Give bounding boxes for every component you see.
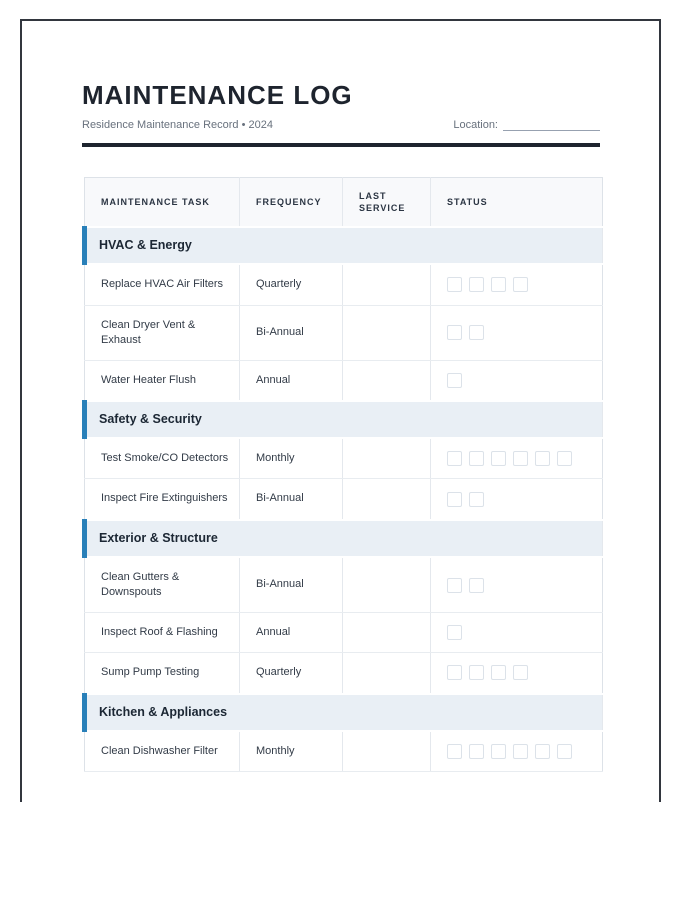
task-row bbox=[85, 653, 603, 694]
table-header bbox=[85, 177, 603, 227]
location-label: Location: bbox=[453, 118, 498, 131]
col-header-maintenance-task: MAINTENANCE TASK bbox=[85, 177, 240, 227]
frequency-cell: Quarterly bbox=[240, 264, 343, 305]
last-service-cell[interactable] bbox=[343, 653, 431, 694]
status-checkboxes bbox=[447, 451, 592, 466]
frequency-cell: Monthly bbox=[240, 731, 343, 772]
frequency-cell: Quarterly bbox=[240, 653, 343, 694]
frequency-cell: Bi-Annual bbox=[240, 557, 343, 613]
checkbox[interactable] bbox=[491, 744, 506, 759]
status-cell bbox=[431, 557, 603, 613]
maintenance-table bbox=[82, 177, 603, 772]
status-checkboxes bbox=[447, 744, 592, 759]
checkbox[interactable] bbox=[447, 373, 462, 388]
task-row bbox=[85, 479, 603, 520]
checkbox[interactable] bbox=[513, 744, 528, 759]
status-checkboxes bbox=[447, 325, 592, 340]
task-cell: Inspect Fire Extinguishers bbox=[85, 479, 240, 520]
location-field bbox=[453, 119, 600, 131]
checkbox[interactable] bbox=[447, 744, 462, 759]
frequency-cell: Monthly bbox=[240, 438, 343, 479]
section-header-row bbox=[85, 401, 603, 438]
checkbox[interactable] bbox=[513, 665, 528, 680]
section-name: Kitchen & Appliances bbox=[99, 704, 228, 719]
frequency-cell: Annual bbox=[240, 360, 343, 401]
checkbox[interactable] bbox=[491, 277, 506, 292]
checkbox[interactable] bbox=[469, 325, 484, 340]
frequency-cell: Bi-Annual bbox=[240, 305, 343, 360]
header-divider-rule bbox=[82, 143, 600, 147]
status-checkboxes bbox=[447, 373, 592, 388]
col-header-status: STATUS bbox=[431, 177, 603, 227]
section-header-row bbox=[85, 694, 603, 731]
task-cell: Test Smoke/CO Detectors bbox=[85, 438, 240, 479]
section-name: Safety & Security bbox=[99, 412, 202, 427]
frequency-cell: Bi-Annual bbox=[240, 479, 343, 520]
checkbox[interactable] bbox=[469, 578, 484, 593]
last-service-cell[interactable] bbox=[343, 438, 431, 479]
task-cell: Clean Dryer Vent & Exhaust bbox=[85, 305, 240, 360]
page-title: MAINTENANCE LOG bbox=[82, 80, 353, 110]
last-service-cell[interactable] bbox=[343, 264, 431, 305]
task-row bbox=[85, 264, 603, 305]
status-checkboxes bbox=[447, 277, 592, 292]
status-checkboxes bbox=[447, 625, 592, 640]
checkbox[interactable] bbox=[447, 277, 462, 292]
task-row bbox=[85, 731, 603, 772]
checkbox[interactable] bbox=[447, 492, 462, 507]
task-row bbox=[85, 438, 603, 479]
task-cell: Clean Gutters & Downspouts bbox=[85, 557, 240, 613]
location-blank-line[interactable] bbox=[503, 119, 600, 131]
checkbox[interactable] bbox=[447, 665, 462, 680]
checkbox[interactable] bbox=[447, 325, 462, 340]
frequency-cell: Annual bbox=[240, 613, 343, 653]
checkbox[interactable] bbox=[491, 665, 506, 680]
last-service-cell[interactable] bbox=[343, 731, 431, 772]
checkbox[interactable] bbox=[513, 451, 528, 466]
last-service-cell[interactable] bbox=[343, 613, 431, 653]
last-service-cell[interactable] bbox=[343, 360, 431, 401]
last-service-cell[interactable] bbox=[343, 557, 431, 613]
checkbox[interactable] bbox=[469, 744, 484, 759]
task-row bbox=[85, 557, 603, 613]
checkbox[interactable] bbox=[557, 451, 572, 466]
status-checkboxes bbox=[447, 665, 592, 680]
checkbox[interactable] bbox=[447, 451, 462, 466]
col-header-last-service: LAST SERVICE bbox=[343, 177, 431, 227]
task-cell: Sump Pump Testing bbox=[85, 653, 240, 694]
checkbox[interactable] bbox=[469, 277, 484, 292]
status-cell bbox=[431, 264, 603, 305]
status-cell bbox=[431, 653, 603, 694]
task-cell: Clean Dishwasher Filter bbox=[85, 731, 240, 772]
status-cell bbox=[431, 305, 603, 360]
checkbox[interactable] bbox=[469, 665, 484, 680]
last-service-cell[interactable] bbox=[343, 479, 431, 520]
checkbox[interactable] bbox=[469, 451, 484, 466]
checkbox[interactable] bbox=[557, 744, 572, 759]
status-cell bbox=[431, 613, 603, 653]
task-cell: Replace HVAC Air Filters bbox=[85, 264, 240, 305]
checkbox[interactable] bbox=[513, 277, 528, 292]
task-cell: Water Heater Flush bbox=[85, 360, 240, 401]
status-cell bbox=[431, 479, 603, 520]
page-subtitle: Residence Maintenance Record • 2024 bbox=[82, 118, 273, 131]
status-cell bbox=[431, 438, 603, 479]
checkbox[interactable] bbox=[535, 744, 550, 759]
checkbox[interactable] bbox=[535, 451, 550, 466]
status-cell bbox=[431, 360, 603, 401]
checkbox[interactable] bbox=[491, 451, 506, 466]
status-cell bbox=[431, 731, 603, 772]
task-row bbox=[85, 305, 603, 360]
subheader-row bbox=[82, 119, 600, 131]
section-name: HVAC & Energy bbox=[99, 238, 192, 253]
task-cell: Inspect Roof & Flashing bbox=[85, 613, 240, 653]
col-header-frequency: FREQUENCY bbox=[240, 177, 343, 227]
table-body bbox=[85, 227, 603, 771]
status-checkboxes bbox=[447, 578, 592, 593]
checkbox[interactable] bbox=[447, 578, 462, 593]
checkbox[interactable] bbox=[447, 625, 462, 640]
checkbox[interactable] bbox=[469, 492, 484, 507]
task-row bbox=[85, 360, 603, 401]
section-header-row bbox=[85, 520, 603, 557]
maintenance-log-page bbox=[20, 19, 661, 802]
task-row bbox=[85, 613, 603, 653]
section-header-row bbox=[85, 227, 603, 264]
last-service-cell[interactable] bbox=[343, 305, 431, 360]
section-name: Exterior & Structure bbox=[99, 530, 218, 545]
status-checkboxes bbox=[447, 492, 592, 507]
